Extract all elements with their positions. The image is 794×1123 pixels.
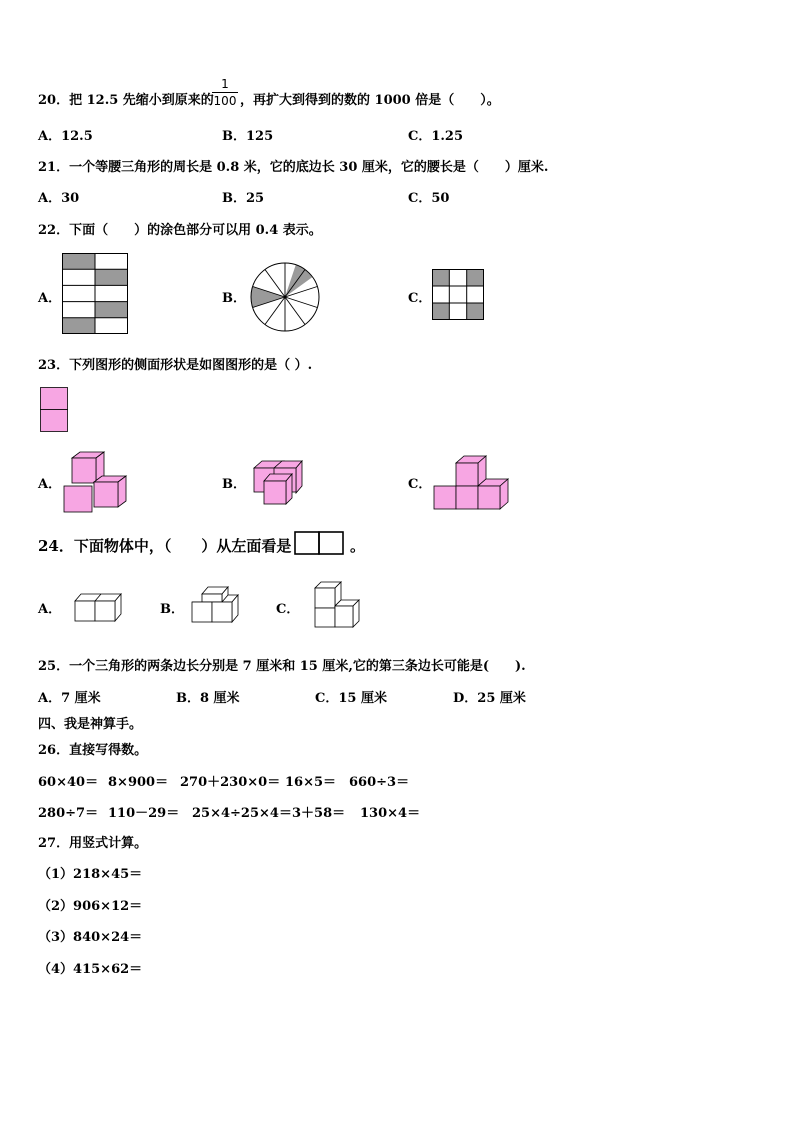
q23-stem: 23．下列图形的侧面形状是如图图形的是（ ）. bbox=[38, 358, 313, 373]
q27-item-1: （1）218×45＝ bbox=[38, 867, 143, 882]
q27-item-2: （2）906×12＝ bbox=[38, 899, 143, 914]
q21-option-b[interactable]: B．25 bbox=[222, 191, 265, 206]
q26-row1-item2: 8×900＝ bbox=[108, 775, 169, 790]
q22-label-b[interactable]: B． bbox=[222, 291, 246, 306]
q22-figure-c-grid bbox=[432, 269, 484, 320]
q24-label-a[interactable]: A． bbox=[38, 602, 62, 617]
q27-stem: 27．用竖式计算。 bbox=[38, 836, 148, 851]
q26-row2-item3: 25×4÷25×4＝ bbox=[192, 806, 292, 821]
q26-row1-item4: 16×5＝ bbox=[285, 775, 337, 790]
q22-figure-a-grid bbox=[62, 253, 128, 334]
q24-figure-b-blocks bbox=[191, 586, 239, 623]
q20-option-c[interactable]: C．1.25 bbox=[408, 129, 464, 144]
q20-stem-after: ，再扩大到得到的数的 1000 倍是（ ）。 bbox=[240, 93, 500, 108]
q21-option-a[interactable]: A．30 bbox=[38, 191, 80, 206]
q23-reference-shape bbox=[40, 387, 68, 432]
q22-stem: 22．下面（ ）的涂色部分可以用 0.4 表示。 bbox=[38, 223, 322, 238]
q23-label-b[interactable]: B． bbox=[222, 477, 246, 492]
q20-fraction-numerator: 1 bbox=[212, 76, 238, 93]
q20-fraction bbox=[212, 76, 238, 109]
q21-option-c[interactable]: C．50 bbox=[408, 191, 450, 206]
q25-stem: 25．一个三角形的两条边长分别是 7 厘米和 15 厘米,它的第三条边长可能是( ). bbox=[38, 659, 526, 674]
q24-stem-after: 。 bbox=[350, 537, 366, 555]
q26-row2-item5: 130×4＝ bbox=[360, 806, 421, 821]
q25-option-d[interactable]: D．25 厘米 bbox=[453, 691, 526, 706]
q24-stem-before: 24．下面物体中，（ ）从左面看是 bbox=[38, 537, 292, 555]
q22-figure-b-circle bbox=[250, 262, 320, 332]
q25-option-a[interactable]: A．7 厘米 bbox=[38, 691, 101, 706]
q26-row1-item3: 270＋230×0＝ bbox=[180, 775, 281, 790]
q26-row2-item2: 110－29＝ bbox=[108, 806, 180, 821]
q26-row1-item1: 60×40＝ bbox=[38, 775, 99, 790]
q26-stem: 26．直接写得数。 bbox=[38, 743, 148, 758]
q23-figure-a-cubes bbox=[62, 450, 128, 514]
q26-row2-item4: 3＋58＝ bbox=[292, 806, 346, 821]
q20-option-a[interactable]: A．12.5 bbox=[38, 129, 93, 144]
q25-option-c[interactable]: C．15 厘米 bbox=[315, 691, 387, 706]
q20-stem-before: 20．把 12.5 先缩小到原来的 bbox=[38, 93, 214, 108]
q24-figure-c-blocks bbox=[313, 580, 361, 630]
q25-option-b[interactable]: B．8 厘米 bbox=[176, 691, 240, 706]
q24-left-view-shape bbox=[294, 531, 344, 555]
q21-stem: 21．一个等腰三角形的周长是 0.8 米，它的底边长 30 厘米，它的腰长是（ ）厘米. bbox=[38, 160, 549, 175]
q20-fraction-denominator: 100 bbox=[213, 94, 237, 108]
q20-option-b[interactable]: B．125 bbox=[222, 129, 274, 144]
q22-label-c[interactable]: C． bbox=[408, 291, 432, 306]
q23-figure-b-cubes bbox=[248, 458, 304, 506]
q23-label-c[interactable]: C． bbox=[408, 477, 432, 492]
q26-row2-item1: 280÷7＝ bbox=[38, 806, 99, 821]
q27-item-4: （4）415×62＝ bbox=[38, 962, 143, 977]
q24-label-c[interactable]: C． bbox=[276, 602, 300, 617]
q24-label-b[interactable]: B． bbox=[160, 602, 184, 617]
q27-item-3: （3）840×24＝ bbox=[38, 930, 143, 945]
section-heading: 四、我是神算手。 bbox=[38, 717, 143, 732]
q26-row1-item5: 660÷3＝ bbox=[349, 775, 410, 790]
q24-figure-a-blocks bbox=[74, 592, 122, 622]
q23-figure-c-cubes bbox=[432, 455, 512, 510]
q22-label-a[interactable]: A． bbox=[38, 291, 62, 306]
q23-label-a[interactable]: A． bbox=[38, 477, 62, 492]
